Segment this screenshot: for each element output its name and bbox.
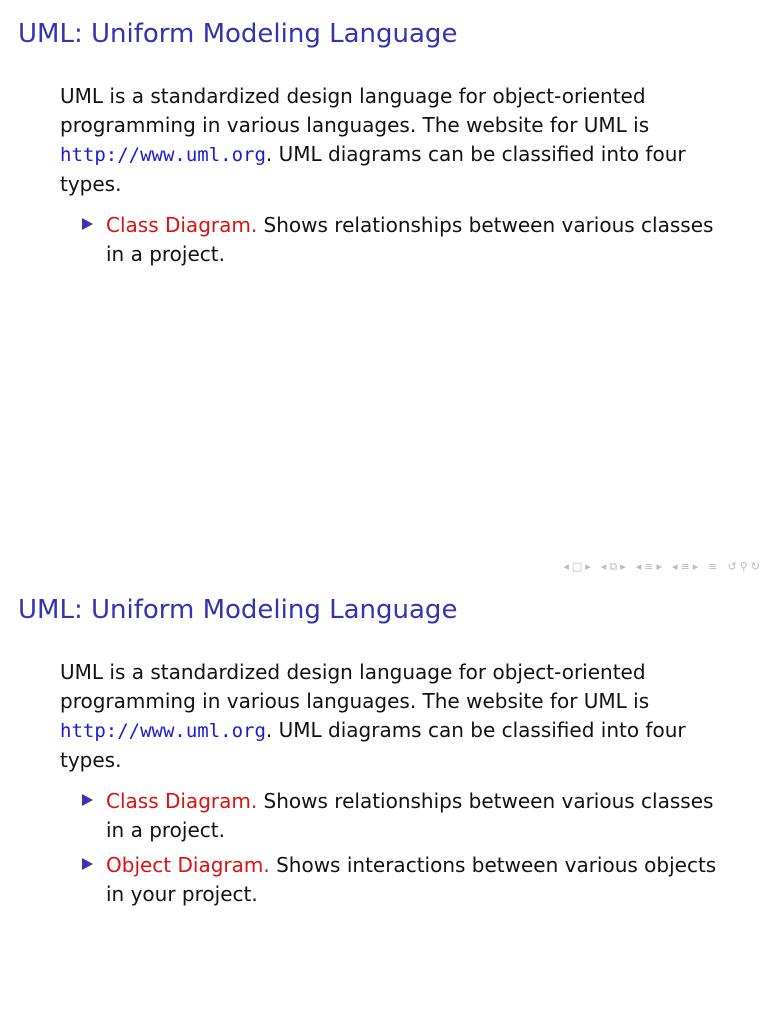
subsection-prev-icon[interactable]: ◂ — [600, 560, 607, 573]
frame-next-icon[interactable]: ▸ — [585, 560, 591, 573]
section-navigation — [636, 561, 662, 572]
triangle-bullet-icon — [82, 794, 93, 806]
slide-body — [60, 658, 720, 915]
subsection-next-icon[interactable]: ▸ — [620, 560, 626, 573]
intro-paragraph — [60, 82, 720, 199]
document-navigation — [672, 561, 698, 572]
back-icon[interactable]: ↺ — [727, 560, 737, 573]
intro-text: UML is a standardized design language for object-oriented programming in various languages. The website for UML is — [60, 660, 650, 713]
frame-navigation — [563, 561, 590, 572]
frame-icon[interactable]: □ — [571, 560, 583, 573]
list-item-class-diagram — [60, 211, 720, 269]
search-navigation — [728, 561, 761, 572]
document-next-icon[interactable]: ▸ — [692, 560, 699, 573]
intro-text-continued: . UML diagrams can be classified into four types. — [60, 142, 686, 196]
bullet-description: Shows interactions between various objects in your project. — [106, 853, 717, 906]
forward-icon[interactable]: ↻ — [750, 560, 760, 573]
beamer-navigation-bar — [563, 561, 760, 572]
search-icon[interactable]: ⚲ — [739, 560, 748, 573]
uml-website-link[interactable]: http://www.uml.org — [60, 144, 266, 166]
slide-title: UML: Uniform Modeling Language — [18, 595, 458, 625]
triangle-bullet-icon — [82, 218, 93, 230]
section-next-icon[interactable]: ▸ — [656, 560, 662, 573]
bullet-term: Class Diagram. — [106, 213, 258, 237]
intro-text-continued: . UML diagrams can be classified into four types. — [60, 718, 686, 772]
frame-prev-icon[interactable]: ◂ — [563, 560, 569, 573]
subsection-navigation — [601, 561, 626, 572]
list-item-object-diagram — [60, 851, 720, 909]
triangle-bullet-icon — [82, 858, 93, 870]
diagram-type-list — [60, 211, 720, 269]
bullet-term: Class Diagram. — [106, 789, 258, 813]
slide-2 — [0, 576, 768, 1024]
slide-body — [60, 82, 720, 275]
subsection-icon[interactable]: ⧉ — [609, 560, 618, 573]
section-icon[interactable]: ≡ — [644, 560, 654, 573]
intro-paragraph — [60, 658, 720, 775]
diagram-type-list — [60, 787, 720, 909]
toc-navigation — [708, 561, 717, 572]
uml-website-link[interactable]: http://www.uml.org — [60, 720, 266, 742]
document-prev-icon[interactable]: ◂ — [672, 560, 678, 573]
bullet-description: Shows relationships between various classes in a project. — [106, 789, 714, 842]
bullet-description: Shows relationships between various classes in a project. — [106, 213, 714, 266]
table-of-contents-icon[interactable]: ≡ — [708, 560, 718, 573]
bullet-term: Object Diagram. — [106, 853, 270, 877]
intro-text: UML is a standardized design language for object-oriented programming in various languages. The website for UML is — [60, 84, 650, 137]
document-icon[interactable]: ≡ — [680, 560, 690, 573]
section-prev-icon[interactable]: ◂ — [635, 560, 642, 573]
list-item-class-diagram — [60, 787, 720, 845]
slide-title: UML: Uniform Modeling Language — [18, 19, 458, 49]
